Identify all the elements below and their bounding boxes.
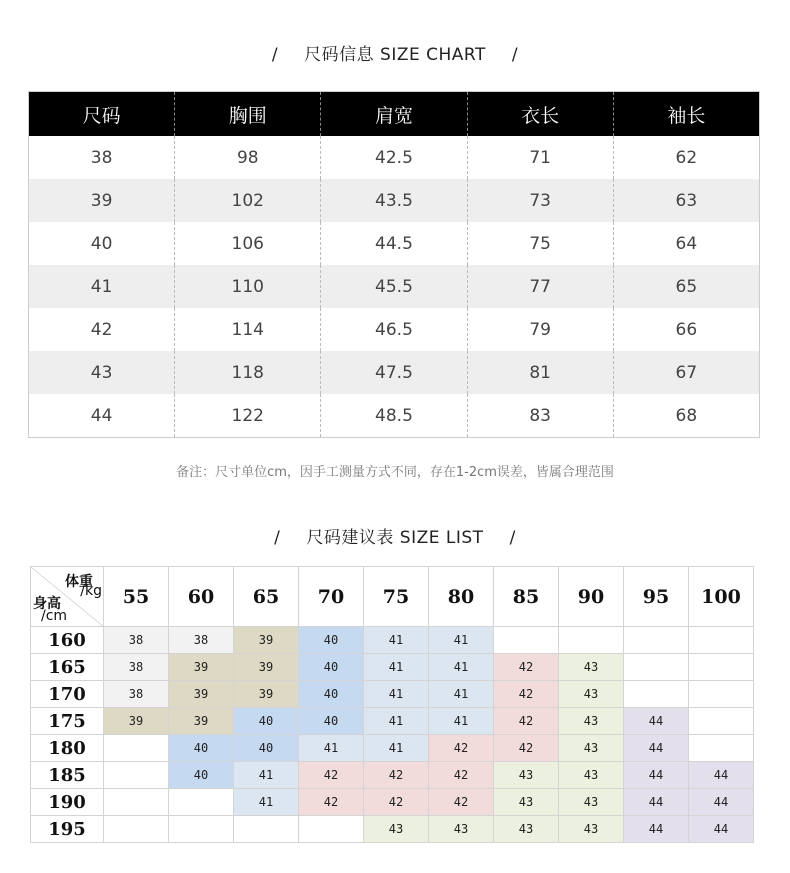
column-header: 肩宽 [321,92,467,137]
table-cell: 71 [467,136,613,179]
size-cell [169,789,234,816]
weight-label: 体重 [65,574,93,590]
size-cell: 43 [494,789,559,816]
size-cell [689,654,754,681]
weight-header: 60 [169,567,234,627]
size-cell: 42 [364,789,429,816]
weight-header: 95 [624,567,689,627]
size-cell: 39 [169,654,234,681]
size-cell: 39 [234,627,299,654]
size-cell: 43 [559,816,624,843]
size-cell: 38 [169,627,234,654]
size-cell: 41 [429,627,494,654]
height-header: 160 [31,627,104,654]
table-row [31,789,754,816]
size-cell: 39 [169,708,234,735]
column-header: 尺码 [29,92,175,137]
height-header: 195 [31,816,104,843]
table-cell: 43 [29,351,175,394]
size-cell: 39 [104,708,169,735]
size-cell: 41 [234,789,299,816]
size-cell [104,735,169,762]
table-cell: 75 [467,222,613,265]
size-cell: 41 [364,708,429,735]
size-cell: 44 [689,816,754,843]
size-cell: 43 [559,708,624,735]
size-chart-table [28,91,760,438]
table-cell: 40 [90,233,113,254]
table-cell: 81 [467,351,613,394]
weight-header: 75 [364,567,429,627]
table-row [29,222,760,265]
table-row [29,179,760,222]
table-row [31,735,754,762]
size-list-title [0,523,790,548]
height-header: 175 [31,708,104,735]
size-chart-title [0,40,790,65]
table-row [31,681,754,708]
weight-header: 65 [234,567,299,627]
table-row [31,708,754,735]
header-row [31,567,754,627]
size-list-title-text: 尺码建议表 SIZE LIST [306,528,484,548]
size-cell: 43 [494,762,559,789]
table-cell: 45.5 [321,265,467,308]
table-cell: 65 [613,265,759,308]
size-cell: 40 [234,708,299,735]
size-cell: 42 [494,708,559,735]
size-cell: 41 [234,762,299,789]
table-cell: 77 [467,265,613,308]
column-header: 衣长 [467,92,613,137]
table-cell: 44.5 [321,222,467,265]
size-cell [624,681,689,708]
size-cell: 42 [299,762,364,789]
size-list-table [30,566,754,843]
size-cell: 41 [364,681,429,708]
table-cell: 41 [29,265,175,308]
table-cell: 122 [175,394,321,438]
size-cell: 41 [429,681,494,708]
size-cell [169,816,234,843]
table-cell: 43.5 [321,179,467,222]
table-cell: 118 [175,351,321,394]
size-cell: 44 [624,762,689,789]
table-row [31,762,754,789]
size-cell: 44 [624,735,689,762]
table-cell: 83 [467,394,613,438]
weight-header: 90 [559,567,624,627]
table-cell: 63 [613,179,759,222]
size-cell: 43 [559,762,624,789]
size-cell: 44 [689,789,754,816]
table-cell: 79 [467,308,613,351]
size-cell: 41 [429,654,494,681]
table-cell: 102 [175,179,321,222]
weight-header: 55 [104,567,169,627]
table-row [29,351,760,394]
size-cell: 42 [494,735,559,762]
size-cell: 42 [429,789,494,816]
table-cell: 67 [613,351,759,394]
size-cell [624,627,689,654]
size-cell: 43 [494,816,559,843]
size-cell: 43 [559,681,624,708]
table-cell: 39 [29,179,175,222]
height-header: 190 [31,789,104,816]
size-chart-title-text: 尺码信息 SIZE CHART [304,45,486,65]
size-cell: 40 [299,654,364,681]
size-cell: 44 [689,762,754,789]
size-cell: 39 [169,681,234,708]
table-row [29,394,760,438]
height-header: 165 [31,654,104,681]
header-row [29,92,760,137]
measurement-note: 备注：尺寸单位cm，因手工测量方式不同，存在1-2cm误差，皆属合理范围 [176,465,614,480]
size-cell: 38 [104,681,169,708]
weight-header: 80 [429,567,494,627]
size-cell: 41 [429,708,494,735]
table-cell: 62 [613,136,759,179]
height-label: 身高 [33,596,61,612]
table-cell: 66 [613,308,759,351]
table-cell: 42 [90,319,113,340]
size-cell: 38 [104,627,169,654]
table-cell: 42.5 [321,136,467,179]
size-cell [104,762,169,789]
size-cell: 39 [234,681,299,708]
column-header: 袖长 [613,92,759,137]
size-cell [559,627,624,654]
table-row [29,136,760,179]
size-cell: 43 [364,816,429,843]
size-cell [689,708,754,735]
size-cell: 41 [364,654,429,681]
height-header: 185 [31,762,104,789]
table-cell: 44 [90,405,113,426]
table-cell: 47.5 [321,351,467,394]
size-cell: 44 [624,816,689,843]
table-cell: 68 [613,394,759,438]
table-cell: 110 [175,265,321,308]
slash: / [511,45,519,65]
table-cell: 73 [467,179,613,222]
column-header: 胸围 [175,92,321,137]
size-cell: 40 [234,735,299,762]
size-cell: 42 [429,735,494,762]
size-cell [689,627,754,654]
size-cell: 43 [429,816,494,843]
size-cell: 40 [169,762,234,789]
size-cell [104,789,169,816]
size-cell [689,735,754,762]
slash: / [509,528,516,548]
table-cell: 48.5 [321,394,467,438]
size-cell: 42 [494,681,559,708]
size-cell: 44 [624,789,689,816]
size-cell: 40 [169,735,234,762]
table-cell: 114 [175,308,321,351]
slash: / [274,528,281,548]
weight-unit: /kg [80,583,102,599]
table-row [29,308,760,351]
size-cell: 43 [559,789,624,816]
size-cell: 42 [364,762,429,789]
size-cell: 40 [299,708,364,735]
size-cell [689,681,754,708]
size-cell: 42 [429,762,494,789]
table-cell: 46.5 [321,308,467,351]
size-cell [494,627,559,654]
size-cell: 41 [364,735,429,762]
weight-header: 70 [299,567,364,627]
size-cell: 43 [559,654,624,681]
table-row [31,627,754,654]
size-cell [624,654,689,681]
size-cell [104,816,169,843]
size-cell: 38 [104,654,169,681]
height-header: 170 [31,681,104,708]
table-cell: 98 [175,136,321,179]
size-cell: 44 [624,708,689,735]
size-cell: 42 [494,654,559,681]
height-header: 180 [31,735,104,762]
size-cell: 39 [234,654,299,681]
size-cell: 40 [299,681,364,708]
slash: / [271,45,279,65]
size-cell: 43 [559,735,624,762]
size-cell: 42 [299,789,364,816]
height-unit: /cm [41,608,68,624]
size-cell: 40 [299,627,364,654]
table-cell: 64 [613,222,759,265]
size-cell [234,816,299,843]
weight-header: 100 [689,567,754,627]
size-cell [299,816,364,843]
corner-cell [31,567,104,627]
table-row [29,265,760,308]
table-row [31,654,754,681]
size-cell: 41 [364,627,429,654]
table-cell: 38 [90,147,113,168]
weight-header: 85 [494,567,559,627]
size-cell: 41 [299,735,364,762]
table-row [31,816,754,843]
table-cell: 106 [175,222,321,265]
